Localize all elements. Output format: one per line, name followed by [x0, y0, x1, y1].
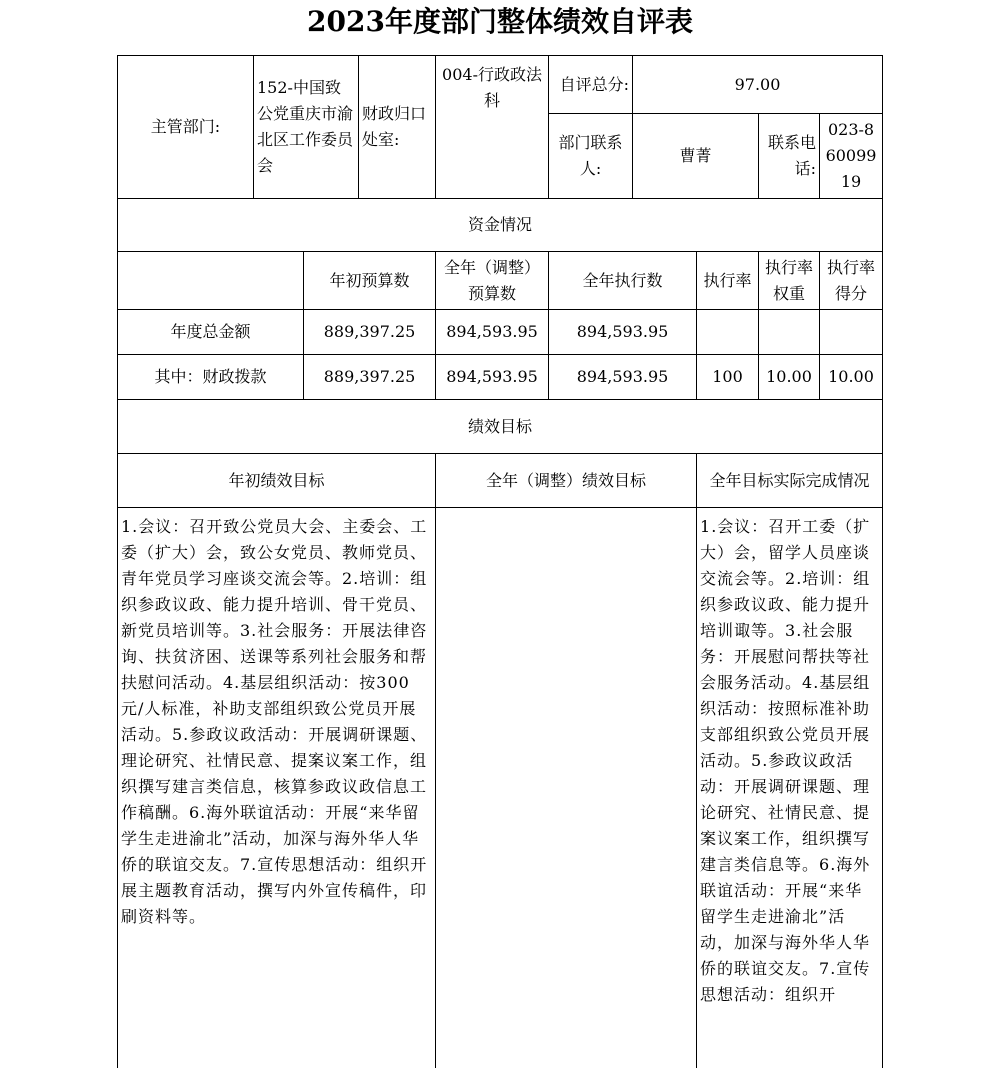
goals-col-initial: 年初绩效目标: [118, 454, 436, 508]
funds-row-score: 10.00: [820, 355, 883, 400]
funds-col-rate: 执行率: [697, 252, 759, 310]
phone-label: 联系电话:: [759, 114, 820, 199]
funds-row-executed: 894,593.95: [549, 355, 697, 400]
finance-office-label: 财政归口处室:: [359, 56, 436, 199]
funds-row-adjusted: 894,593.95: [436, 355, 549, 400]
goals-section-title: 绩效目标: [118, 400, 883, 454]
funds-row-initial: 889,397.25: [304, 355, 436, 400]
dept-value: 152-中国致公党重庆市渝北区工作委员会: [254, 56, 359, 199]
funds-row-score: [820, 310, 883, 355]
goals-col-adjusted: 全年（调整）绩效目标: [436, 454, 697, 508]
self-evaluation-table: [117, 55, 883, 1068]
phone-value: 023-86009919: [820, 114, 883, 199]
funds-row-executed: 894,593.95: [549, 310, 697, 355]
dept-label: 主管部门:: [118, 56, 254, 199]
page-title: 2023年度部门整体绩效自评表: [307, 5, 693, 38]
contact-value: 曹菁: [633, 114, 759, 199]
funds-col-weight: 执行率权重: [759, 252, 820, 310]
funds-row-rate: 100: [697, 355, 759, 400]
funds-row-adjusted: 894,593.95: [436, 310, 549, 355]
funds-col-score: 执行率得分: [820, 252, 883, 310]
goals-actual-text: 1.会议：召开工委（扩大）会，留学人员座谈交流会等。2.培训：组织参政议政、能力提升培训诹等。3.社会服务：开展慰问帮扶等社会服务活动。4.基层组织活动：按照标准补助支部组织致公党员开展活动。5.参政议政活动：开展调研课题、理论研究、社情民意、提案议案工作，组织撰写建言类信息等。6.海外联谊活动：开展“来华留学生走进渝北”活动，加深与海外华人华侨的联谊交友。7.宣传思想活动：组织开: [697, 508, 883, 1068]
funds-section-title: 资金情况: [118, 199, 883, 252]
score-label: 自评总分:: [549, 56, 633, 114]
goals-initial-text: 1.会议：召开致公党员大会、主委会、工委（扩大）会，致公女党员、教师党员、青年党员学习座谈交流会等。2.培训：组织参政议政、能力提升培训、骨干党员、新党员培训等。3.社会服务：开展法律咨询、扶贫济困、送课等系列社会服务和帮扶慰问活动。4.基层组织活动：按300元/人标准，补助支部组织致公党员开展活动。5.参政议政活动：开展调研课题、理论研究、社情民意、提案议案工作，组织撰写建言类信息，核算参政议政信息工作稿酬。6.海外联谊活动：开展“来华留学生走进渝北”活动，加深与海外华人华侨的联谊交友。7.宣传思想活动：组织开展主题教育活动，撰写内外宣传稿件，印刷资料等。: [118, 508, 436, 1068]
goals-adjusted-text: [436, 508, 697, 1068]
score-value: 97.00: [633, 56, 883, 114]
funds-row-initial: 889,397.25: [304, 310, 436, 355]
funds-col-executed: 全年执行数: [549, 252, 697, 310]
funds-row-rate: [697, 310, 759, 355]
funds-col-adjusted: 全年（调整）预算数: [436, 252, 549, 310]
funds-row-weight: 10.00: [759, 355, 820, 400]
funds-header-blank: [118, 252, 304, 310]
funds-col-initial: 年初预算数: [304, 252, 436, 310]
funds-row-label: 年度总金额: [118, 310, 304, 355]
goals-col-actual: 全年目标实际完成情况: [697, 454, 883, 508]
table-row: [118, 355, 883, 400]
contact-label: 部门联系人:: [549, 114, 633, 199]
funds-row-weight: [759, 310, 820, 355]
finance-office-value: 004-行政政法科: [436, 56, 549, 199]
funds-row-label: 其中：财政拨款: [118, 355, 304, 400]
table-row: [118, 310, 883, 355]
